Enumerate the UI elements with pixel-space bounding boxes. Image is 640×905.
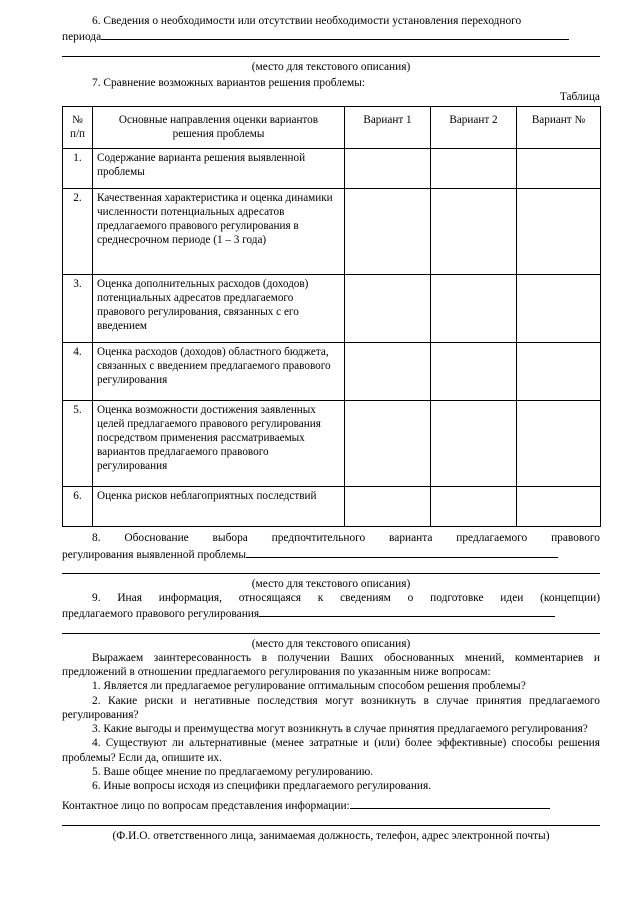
- section6-blank-line: [101, 28, 569, 40]
- cell-variant-1: [345, 149, 431, 189]
- header-num: № п/п: [63, 107, 93, 149]
- cell-variant-1: [345, 275, 431, 343]
- comparison-table: [62, 106, 601, 527]
- header-variant-n: Вариант №: [517, 107, 601, 149]
- row-criteria: Оценка расходов (доходов) областного бюджета, связанных с введением предлагаемого правового регулирования: [93, 343, 345, 401]
- contact-blank-line: [350, 797, 550, 809]
- section9-line2-text: предлагаемого правового регулирования: [62, 608, 260, 621]
- section8-line2: [62, 546, 600, 562]
- section6-full-rule: [62, 45, 600, 57]
- row-num: 4.: [63, 343, 93, 401]
- cell-variant-1: [345, 343, 431, 401]
- header-variant-1: Вариант 1: [345, 107, 431, 149]
- row-criteria: Оценка рисков неблагоприятных последствий: [93, 487, 345, 527]
- section9-caption: (место для текстового описания): [251, 637, 411, 650]
- cell-variant-n: [517, 275, 601, 343]
- row-num: 3.: [63, 275, 93, 343]
- table-row: [63, 401, 601, 487]
- question-item: 4. Существуют ли альтернативные (менее затратные и (или) более эффективные) способы решения проблемы? Если да, опишите их.: [62, 737, 600, 764]
- cell-variant-n: [517, 401, 601, 487]
- section9-line2: [62, 605, 600, 621]
- questions-intro: Выражаем заинтересованность в получении Ваших обоснованных мнений, комментариев и предложений в отношении предлагаемого регулирования по указанным ниже вопросам:: [62, 651, 600, 678]
- cell-variant-2: [431, 149, 517, 189]
- row-criteria: Содержание варианта решения выявленной проблемы: [93, 149, 345, 189]
- section8-blank-line: [246, 546, 558, 558]
- header-variant-2: Вариант 2: [431, 107, 517, 149]
- cell-variant-2: [431, 487, 517, 527]
- question-item: 2. Какие риски и негативные последствия могут возникнуть в случае принятия предлагаемого регулирования?: [62, 694, 600, 721]
- table-label: Таблица: [559, 91, 600, 103]
- table-row: [63, 343, 601, 401]
- cell-variant-2: [431, 343, 517, 401]
- contact-label: Контактное лицо по вопросам представления информации:: [62, 800, 350, 813]
- section9-line1: 9. Иная информация, относящаяся к сведениям о подготовке идеи (концепции): [92, 592, 600, 604]
- table-row: [63, 275, 601, 343]
- row-num: 6.: [63, 487, 93, 527]
- table-row: [63, 149, 601, 189]
- section9-full-rule: [62, 622, 600, 634]
- section8-line1: 8. Обоснование выбора предпочтительного варианта предлагаемого правового: [92, 532, 600, 545]
- cell-variant-1: [345, 189, 431, 275]
- section6-line2: [62, 28, 600, 44]
- section6-line1: 6. Сведения о необходимости или отсутствии необходимости установления переходного: [92, 15, 522, 27]
- cell-variant-2: [431, 275, 517, 343]
- row-criteria: Оценка возможности достижения заявленных целей предлагаемого правового регулирования посредством применения рассматриваемых вариантов предлагаемого правового регулирования: [93, 401, 345, 487]
- row-criteria: Оценка дополнительных расходов (доходов) потенциальных адресатов предлагаемого правового регулирования, связанных с его введением: [93, 275, 345, 343]
- header-criteria: Основные направления оценки вариантов решения проблемы: [93, 107, 345, 149]
- section8-caption: (место для текстового описания): [251, 577, 411, 590]
- cell-variant-2: [431, 401, 517, 487]
- row-num: 1.: [63, 149, 93, 189]
- question-item: 3. Какие выгоды и преимущества могут возникнуть в случае принятия предлагаемого регулирования?: [92, 723, 588, 735]
- cell-variant-1: [345, 401, 431, 487]
- section9-blank-line: [259, 605, 555, 617]
- row-num: 2.: [63, 189, 93, 275]
- cell-variant-n: [517, 149, 601, 189]
- section6-line2-text: периода: [62, 31, 102, 44]
- cell-variant-n: [517, 343, 601, 401]
- question-item: 6. Иные вопросы исходя из специфики предлагаемого регулирования.: [92, 780, 432, 792]
- document-page: [62, 14, 600, 843]
- question-item: 1. Является ли предлагаемое регулирование оптимальным способом решения проблемы?: [92, 680, 526, 693]
- cell-variant-n: [517, 189, 601, 275]
- row-criteria: Качественная характеристика и оценка динамики численности потенциальных адресатов предлагаемого правового регулирования в среднесрочном периоде (1 – 3 года): [93, 189, 345, 275]
- question-item: 5. Ваше общее мнение по предлагаемому регулированию.: [92, 765, 374, 778]
- section8-line2-text: регулирования выявленной проблемы: [62, 548, 247, 561]
- cell-variant-1: [345, 487, 431, 527]
- row-num: 5.: [63, 401, 93, 487]
- section6-caption: (место для текстового описания): [251, 60, 411, 73]
- table-row: [63, 487, 601, 527]
- section8-full-rule: [62, 562, 600, 574]
- section7-title: 7. Сравнение возможных вариантов решения проблемы:: [92, 76, 366, 89]
- table-row: [63, 189, 601, 275]
- contact-line: [62, 797, 600, 813]
- table-header-row: [63, 107, 601, 149]
- cell-variant-n: [517, 487, 601, 527]
- contact-full-rule: [62, 814, 600, 826]
- cell-variant-2: [431, 189, 517, 275]
- contact-caption: (Ф.И.О. ответственного лица, занимаемая должность, телефон, адрес электронной почты): [112, 829, 550, 842]
